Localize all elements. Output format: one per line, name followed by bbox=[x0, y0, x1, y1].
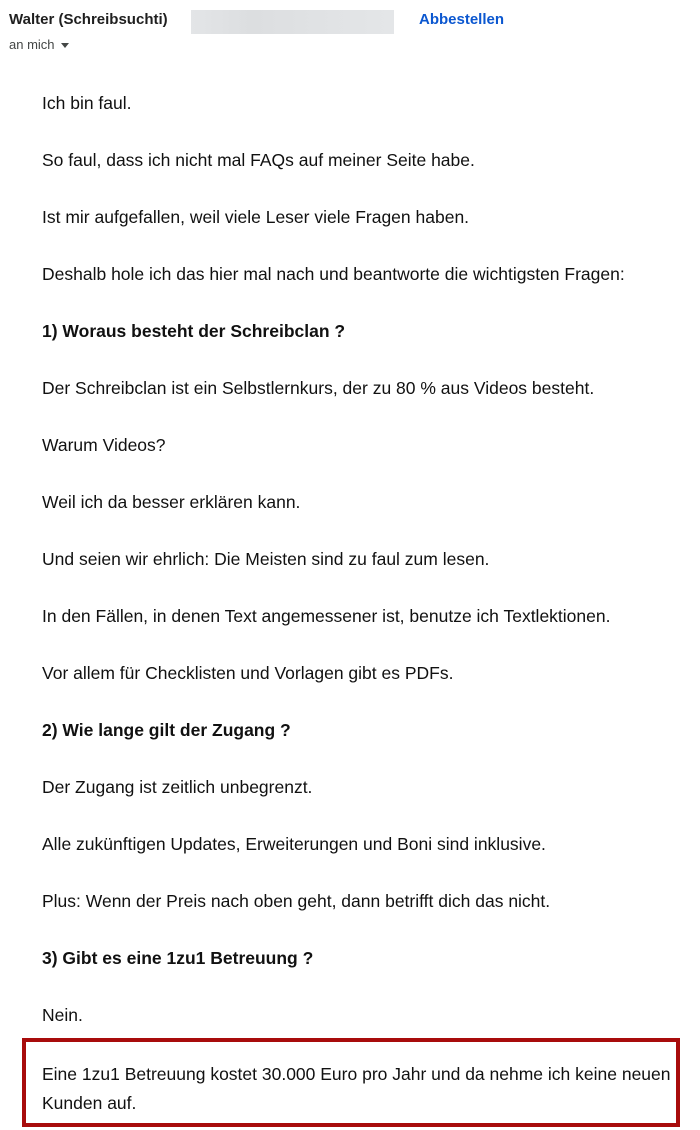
paragraph: Nein. bbox=[42, 1005, 83, 1025]
paragraph: Der Schreibclan ist ein Selbstlernkurs, der zu 80 % aus Videos besteht. bbox=[42, 378, 595, 398]
recipient-details-toggle[interactable] bbox=[9, 37, 69, 52]
paragraph: Plus: Wenn der Preis nach oben geht, dann betrifft dich das nicht. bbox=[42, 891, 551, 911]
paragraph: Weil ich da besser erklären kann. bbox=[42, 492, 301, 512]
unsubscribe-link[interactable]: Abbestellen bbox=[419, 11, 505, 28]
paragraph: Ich bin faul. bbox=[42, 93, 132, 113]
sender-name: Walter (Schreibsuchti) bbox=[9, 11, 168, 28]
recipient-label: an mich bbox=[9, 37, 55, 52]
email-header bbox=[0, 0, 700, 60]
paragraph: Alle zukünftigen Updates, Erweiterungen und Boni sind inklusive. bbox=[42, 834, 546, 854]
paragraph: So faul, dass ich nicht mal FAQs auf meiner Seite habe. bbox=[42, 150, 475, 170]
paragraph: Warum Videos? bbox=[42, 435, 166, 455]
paragraph: Und seien wir ehrlich: Die Meisten sind zu faul zum lesen. bbox=[42, 549, 490, 569]
redacted-sender-email bbox=[191, 10, 394, 34]
faq-question-heading: 1) Woraus besteht der Schreibclan ? bbox=[42, 321, 346, 341]
caret-down-icon bbox=[61, 43, 69, 48]
paragraph: Deshalb hole ich das hier mal nach und beantworte die wichtigsten Fragen: bbox=[42, 264, 625, 284]
highlighted-paragraph: Eine 1zu1 Betreuung kostet 30.000 Euro pro Jahr und da nehme ich keine neuen Kunden auf. bbox=[42, 1064, 671, 1113]
faq-question-heading: 3) Gibt es eine 1zu1 Betreuung ? bbox=[42, 948, 314, 968]
faq-question-heading: 2) Wie lange gilt der Zugang ? bbox=[42, 720, 291, 740]
highlighted-answer-box bbox=[22, 1038, 680, 1127]
paragraph: Der Zugang ist zeitlich unbegrenzt. bbox=[42, 777, 313, 797]
paragraph: Vor allem für Checklisten und Vorlagen gibt es PDFs. bbox=[42, 663, 454, 683]
paragraph: Ist mir aufgefallen, weil viele Leser viele Fragen haben. bbox=[42, 207, 470, 227]
paragraph: In den Fällen, in denen Text angemessener ist, benutze ich Textlektionen. bbox=[42, 606, 611, 626]
